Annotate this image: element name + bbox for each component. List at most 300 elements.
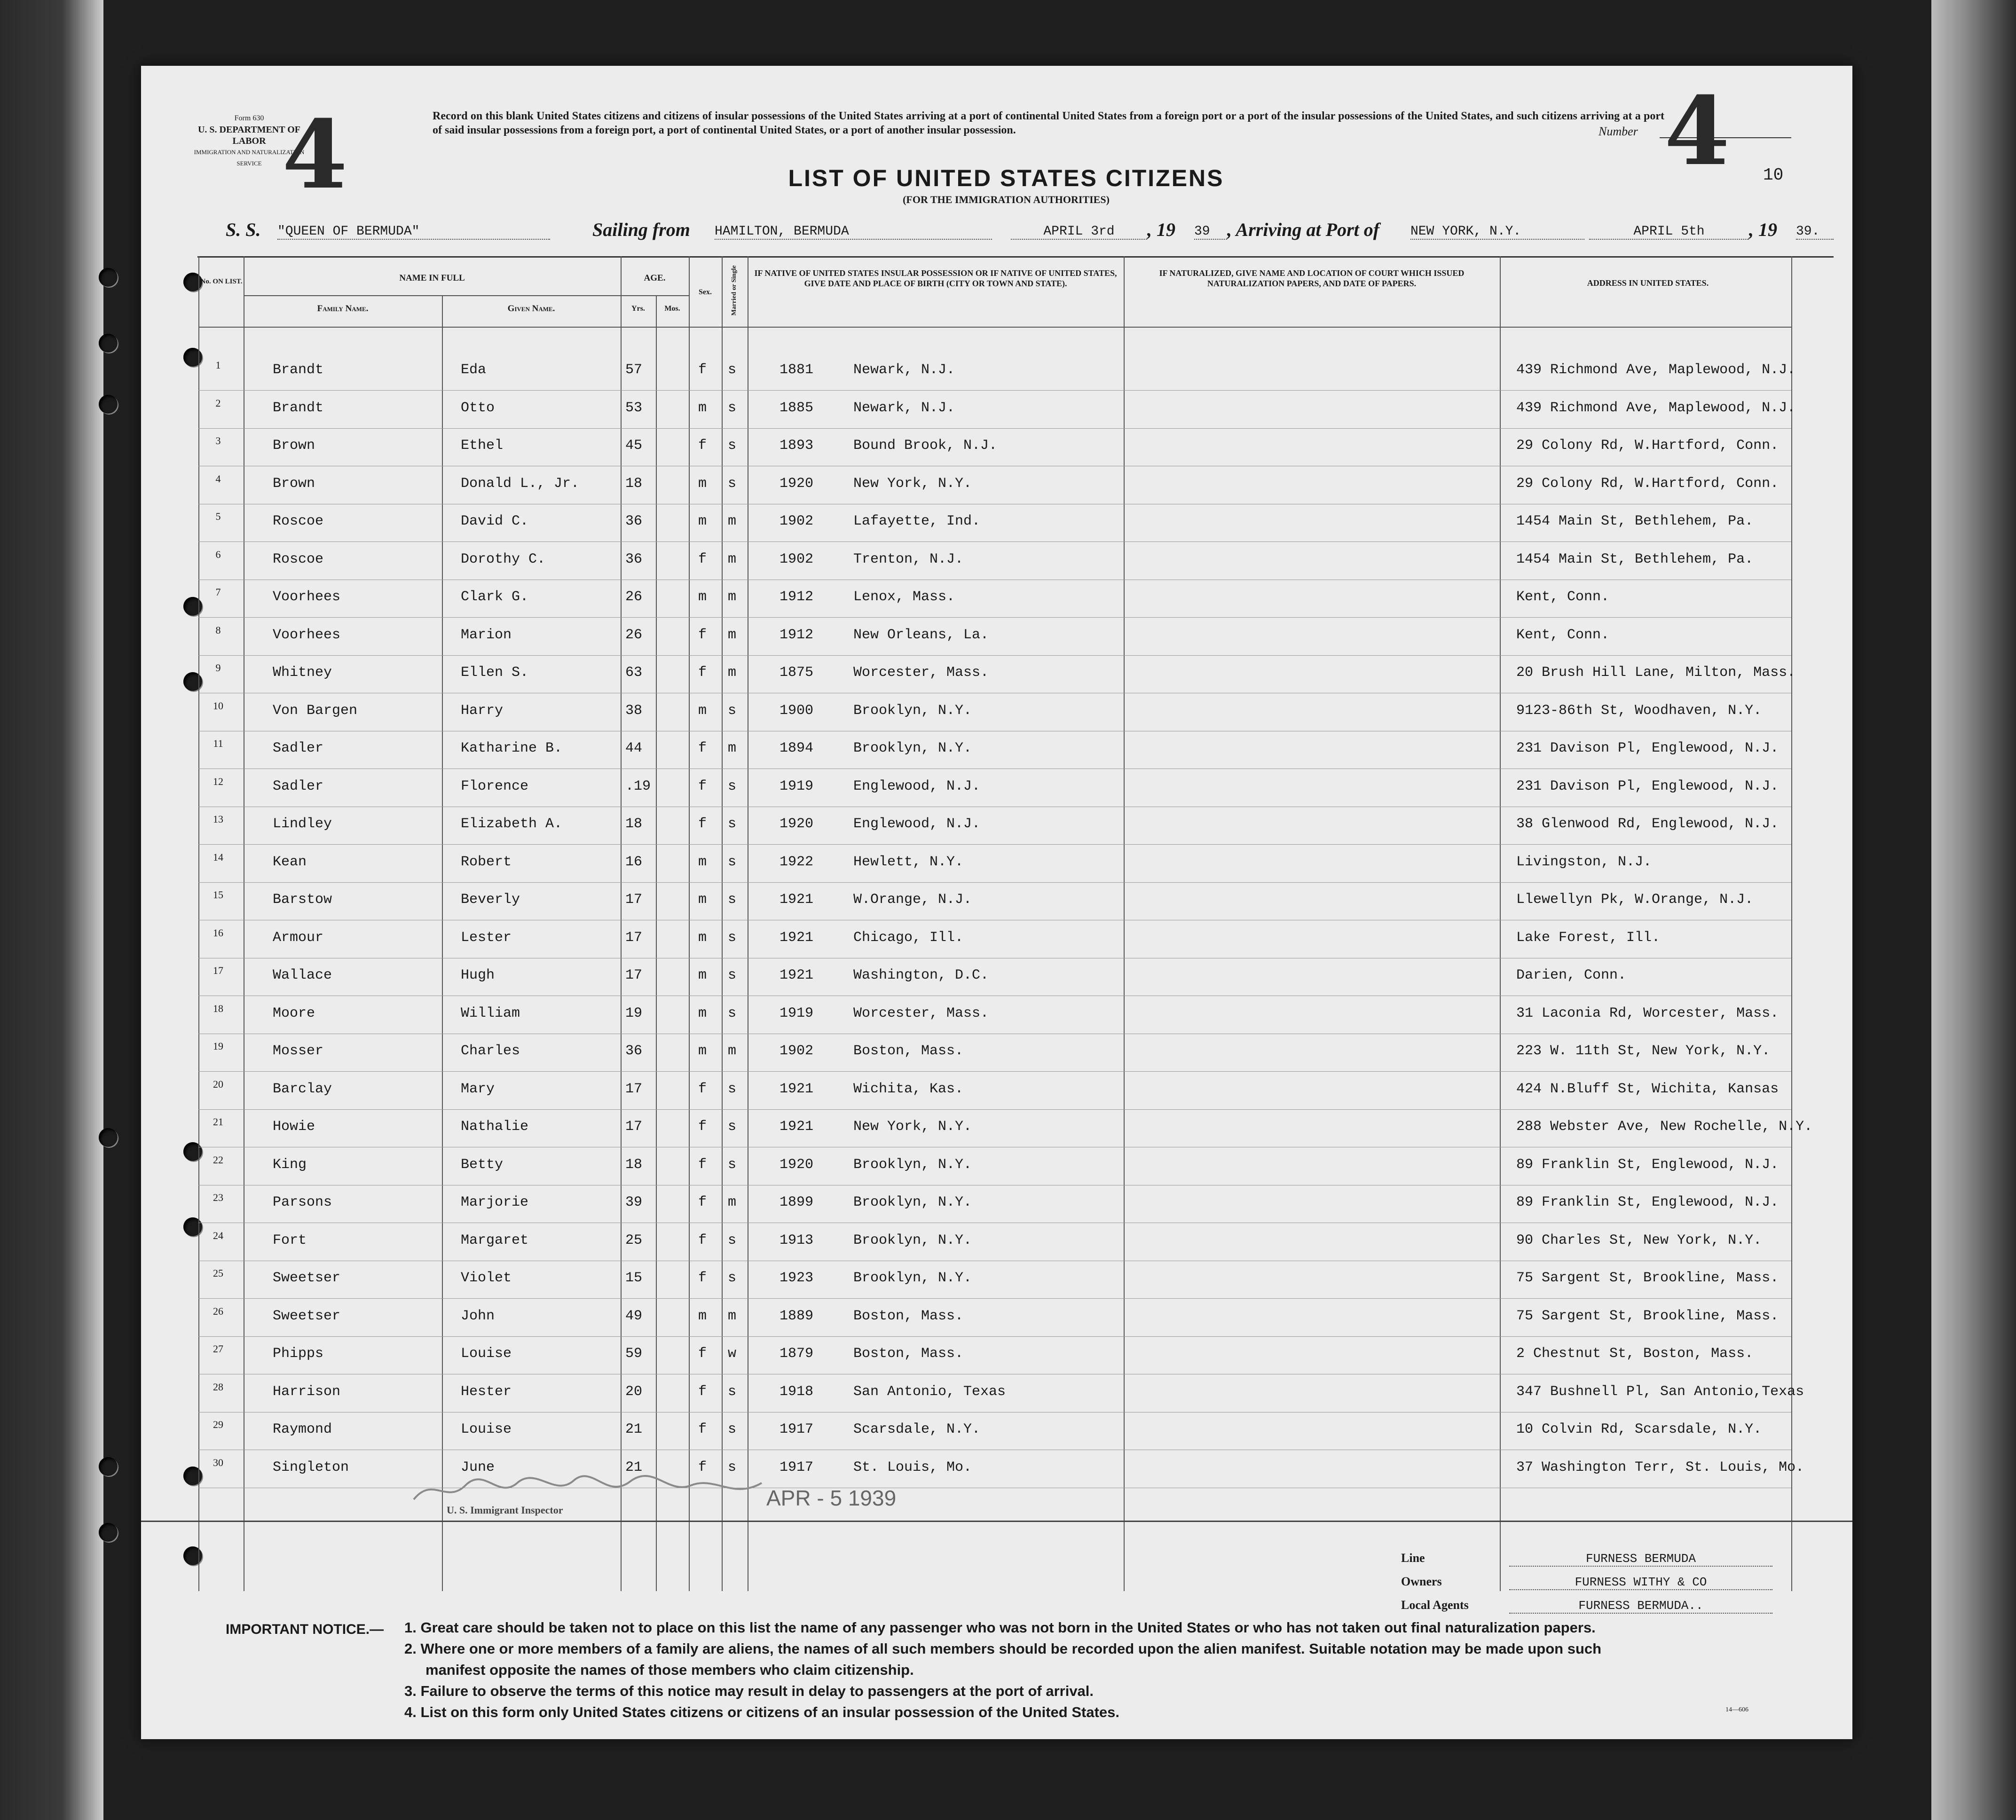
age-years: 20 [625,1383,643,1400]
binder-hole [99,1128,118,1147]
birth-place: New York, N.Y. [853,475,972,492]
age-years: 36 [625,513,643,529]
birth-year: 1921 [780,1081,814,1097]
birth-year: 1894 [780,740,814,756]
address: 288 Webster Ave, New Rochelle, N.Y. [1516,1119,1813,1135]
table-row [141,737,1852,778]
table-row [141,662,1852,702]
age-years: 26 [625,589,643,605]
birth-place: Brooklyn, N.Y. [853,1270,972,1286]
age-years: 18 [625,1156,643,1173]
sex: f [698,778,707,794]
address: 75 Sargent St, Brookline, Mass. [1516,1270,1779,1286]
birth-year: 1919 [780,778,814,794]
family-name: Raymond [273,1421,332,1437]
given-name: Hester [461,1383,512,1400]
birth-year: 1922 [780,854,814,870]
department-name: U. S. DEPARTMENT OF LABOR [197,125,301,146]
given-name: Betty [461,1156,504,1173]
table-row [141,813,1852,854]
header-married-single: Married or Single [731,265,738,316]
line-row [1401,1551,1772,1567]
address: Kent, Conn. [1516,589,1610,605]
family-name: Fort [273,1232,307,1248]
row-number: 13 [213,813,223,825]
marital-status: s [728,362,737,378]
marital-status: s [728,1421,737,1437]
age-years: 25 [625,1232,643,1248]
row-number: 12 [213,775,223,787]
marital-status: s [728,1270,737,1286]
family-name: Moore [273,1005,315,1021]
inspector-label: U. S. Immigrant Inspector [447,1504,563,1516]
given-name: Florence [461,778,529,794]
header-address: ADDRESS IN UNITED STATES. [1587,278,1709,288]
given-name: Charles [461,1043,520,1059]
family-name: Mosser [273,1043,324,1059]
given-name: Lester [461,929,512,946]
given-name: Hugh [461,967,495,983]
sex: m [698,892,707,908]
marital-status: s [728,1081,737,1097]
address: 231 Davison Pl, Englewood, N.J. [1516,740,1779,756]
binder-hole [99,395,118,414]
row-rule [198,655,1791,656]
marital-status: s [728,778,737,794]
birth-place: Brooklyn, N.Y. [853,1232,972,1248]
row-number: 19 [213,1040,223,1052]
address: Llewellyn Pk, W.Orange, N.J. [1516,892,1754,908]
birth-year: 1913 [780,1232,814,1248]
sex: m [698,1005,707,1021]
age-years: 17 [625,892,643,908]
notice-item-1: 1. Great care should be taken not to place on this list the name of any passenger who was not born in the United States or who has not taken out final naturalization papers. [404,1619,1596,1636]
marital-status: m [728,627,737,643]
arriving-label: , Arriving at Port of [1227,219,1380,240]
table-row [141,1116,1852,1156]
row-rule [198,1298,1791,1299]
birth-year: 1920 [780,475,814,492]
row-rule [198,844,1791,845]
sex: f [698,438,707,454]
age-years: 17 [625,929,643,946]
table-row [141,699,1852,740]
table-row [141,926,1852,967]
header-naturalized: IF NATURALIZED, GIVE NAME AND LOCATION OF COURT WHICH ISSUED NATURALIZATION PAPERS, AND DATE OF PAPERS. [1159,268,1465,288]
family-name: Whitney [273,665,332,681]
header-age: AGE. [644,273,666,283]
address: 75 Sargent St, Brookline, Mass. [1516,1308,1779,1324]
birth-year: 1919 [780,1005,814,1021]
table-row [141,397,1852,438]
marital-status: w [728,1346,737,1362]
row-number: 8 [215,624,221,636]
given-name: Elizabeth A. [461,816,563,832]
address: Livingston, N.J. [1516,854,1652,870]
birth-place: Chicago, Ill. [853,929,964,946]
row-rule [198,428,1791,429]
birth-year: 1902 [780,513,814,529]
page-stack-edge [1931,0,2016,1820]
given-name: June [461,1459,495,1475]
birth-year: 1917 [780,1421,814,1437]
header-mos: Mos. [664,305,680,313]
family-name: Parsons [273,1194,332,1210]
birth-year: 1918 [780,1383,814,1400]
print-code: 14—606 [1725,1706,1748,1713]
header-family-name: Family Name. [317,304,369,314]
birth-year: 1893 [780,438,814,454]
age-years: 57 [625,362,643,378]
owners-row [1401,1575,1772,1590]
age-years: 18 [625,475,643,492]
given-name: Harry [461,702,504,719]
birth-place: Boston, Mass. [853,1346,964,1362]
row-number: 9 [215,662,221,674]
given-name: Otto [461,400,495,416]
sex: f [698,1119,707,1135]
notice-item-3: 3. Failure to observe the terms of this notice may result in delay to passengers at the port of arrival. [404,1683,1094,1699]
row-number: 21 [213,1116,223,1128]
row-number: 16 [213,926,223,939]
row-number: 17 [213,965,223,976]
table-row [141,1267,1852,1308]
table-row [141,548,1852,589]
row-number: 6 [215,548,221,560]
table-row [141,472,1852,513]
birth-place: Bound Brook, N.J. [853,438,998,454]
given-name: Katharine B. [461,740,563,756]
given-name: Violet [461,1270,512,1286]
voyage-line [226,219,1824,247]
record-note: Record on this blank United States citizens and citizens of insular possessions of the United States arriving at a port of continental United States from a foreign port or a port of the insular possessions of the United States, and such citizens arriving at a port of said insular possessions from a foreign port, a port of continental United States, or a port of another insular possession. [433,110,1664,136]
row-rule [198,1109,1791,1110]
address: 439 Richmond Ave, Maplewood, N.J. [1516,362,1796,378]
given-name: Dorothy C. [461,551,546,567]
family-name: King [273,1156,307,1173]
address: 38 Glenwood Rd, Englewood, N.J. [1516,816,1779,832]
table-row [141,435,1852,475]
age-years: 17 [625,1081,643,1097]
binder-hole [99,334,118,353]
sex: f [698,1270,707,1286]
birth-place: St. Louis, Mo. [853,1459,972,1475]
address: Kent, Conn. [1516,627,1610,643]
sex: m [698,589,707,605]
birth-place: Boston, Mass. [853,1308,964,1324]
birth-year: 1921 [780,892,814,908]
birth-year: 1921 [780,1119,814,1135]
family-name: Von Bargen [273,702,358,719]
marital-status: s [728,1383,737,1400]
table-row [141,1421,1852,1459]
row-rule [198,541,1791,542]
sailing-year-label: , 19 [1147,219,1175,240]
birth-year: 1912 [780,589,814,605]
birth-place: San Antonio, Texas [853,1383,1006,1400]
row-number: 22 [213,1153,223,1166]
marital-status: s [728,967,737,983]
address: 89 Franklin St, Englewood, N.J. [1516,1194,1779,1210]
marital-status: s [728,1156,737,1173]
age-years: 44 [625,740,643,756]
table-row [141,510,1852,551]
header-no-on-list: No. ON LIST. [200,278,243,285]
table-row [141,775,1852,816]
given-name: Mary [461,1081,495,1097]
marital-status: s [728,1005,737,1021]
birth-place: Lafayette, Ind. [853,513,981,529]
sex: f [698,740,707,756]
marital-status: s [728,892,737,908]
birth-year: 1902 [780,1043,814,1059]
address: Darien, Conn. [1516,967,1627,983]
row-number: 20 [213,1078,223,1090]
birth-place: Worcester, Mass. [853,1005,989,1021]
address: 29 Colony Rd, W.Hartford, Conn. [1516,438,1779,454]
table-row [141,1194,1852,1232]
row-number: 10 [213,699,223,712]
family-name: Armour [273,929,324,946]
row-number: 29 [213,1419,223,1430]
age-years: 45 [625,438,643,454]
family-name: Sweetser [273,1270,341,1286]
ship-name: "QUEEN OF BERMUDA" [277,224,550,240]
row-number: 3 [215,435,221,447]
age-years: 39 [625,1194,643,1210]
birth-year: 1899 [780,1194,814,1210]
birth-place: Newark, N.J. [853,400,955,416]
owners-label: Owners [1401,1575,1442,1588]
birth-place: Brooklyn, N.Y. [853,1194,972,1210]
marital-status: m [728,665,737,681]
row-rule [198,1071,1791,1072]
age-years: 18 [625,816,643,832]
birth-year: 1920 [780,1156,814,1173]
age-years: 16 [625,854,643,870]
family-name: Lindley [273,816,332,832]
address: 90 Charles St, New York, N.Y. [1516,1232,1762,1248]
row-rule [198,390,1791,391]
service-name: IMMIGRATION AND NATURALIZATION SERVICE [194,149,305,167]
address: 2 Chestnut St, Boston, Mass. [1516,1346,1754,1362]
given-name: Marion [461,627,512,643]
sex: m [698,1043,707,1059]
sex: f [698,1421,707,1437]
marital-status: s [728,475,737,492]
given-name: David C. [461,513,529,529]
notice-item-4: 4. List on this form only United States citizens or citizens of an insular possession of the United States. [404,1704,1119,1720]
birth-year: 1881 [780,362,814,378]
marital-status: m [728,513,737,529]
family-name: Phipps [273,1346,324,1362]
marital-status: s [728,1459,737,1475]
sex: m [698,929,707,946]
manifest-page [141,66,1852,1739]
birth-place: New York, N.Y. [853,1119,972,1135]
address: 1454 Main St, Bethlehem, Pa. [1516,551,1754,567]
inspector-signature [404,1471,771,1509]
row-rule [198,1336,1791,1337]
birth-place: Trenton, N.J. [853,551,964,567]
table-row [141,359,1852,400]
age-years: 21 [625,1421,643,1437]
marital-status: s [728,929,737,946]
local-agents-label: Local Agents [1401,1598,1469,1612]
birth-place: Worcester, Mass. [853,665,989,681]
birth-place: Brooklyn, N.Y. [853,740,972,756]
binder-hole [99,268,118,287]
header-name-in-full: NAME IN FULL [399,273,465,283]
table-row [141,851,1852,892]
binder-hole [183,1546,202,1565]
birth-year: 1912 [780,627,814,643]
birth-year: 1875 [780,665,814,681]
row-number: 11 [213,737,223,749]
family-name: Barclay [273,1081,332,1097]
family-name: Roscoe [273,513,324,529]
age-years: .19 [625,778,651,794]
line-label: Line [1401,1551,1425,1565]
given-name: Marjorie [461,1194,529,1210]
marital-status: m [728,589,737,605]
sex: m [698,702,707,719]
age-years: 36 [625,1043,643,1059]
birth-place: Scarsdale, N.Y. [853,1421,981,1437]
date-stamp: APR - 5 1939 [766,1486,897,1510]
line-value: FURNESS BERMUDA [1509,1552,1772,1567]
arrival-port: NEW YORK, N.Y. [1410,224,1584,240]
age-years: 36 [625,551,643,567]
row-number: 1 [215,359,221,371]
birth-place: Englewood, N.J. [853,816,981,832]
given-name: Beverly [461,892,520,908]
age-years: 19 [625,1005,643,1021]
row-number: 28 [213,1381,223,1393]
header-given-name: Given Name. [507,304,555,314]
age-years: 21 [625,1459,643,1475]
family-name: Kean [273,854,307,870]
family-name: Barstow [273,892,332,908]
family-name: Brown [273,475,315,492]
table-row [141,1305,1852,1346]
table-row [141,1381,1852,1421]
marital-status: m [728,1308,737,1324]
table-row [141,1456,1852,1497]
address: 424 N.Bluff St, Wichita, Kansas [1516,1081,1779,1097]
family-name: Sadler [273,740,324,756]
sex: f [698,816,707,832]
given-name: Robert [461,854,512,870]
address: 9123-86th St, Woodhaven, N.Y. [1516,702,1762,719]
binder-hole [99,1523,118,1542]
marital-status: m [728,1043,737,1059]
row-number: 27 [213,1343,223,1355]
row-rule [198,882,1791,883]
header-sub-rule [244,295,689,296]
table-row [141,967,1852,1005]
birth-place: Englewood, N.J. [853,778,981,794]
family-name: Voorhees [273,589,341,605]
given-name: Ellen S. [461,665,529,681]
birth-year: 1923 [780,1270,814,1286]
sailing-label: Sailing from [592,219,690,240]
marital-status: s [728,438,737,454]
marital-status: s [728,1119,737,1135]
marital-status: s [728,854,737,870]
birth-year: 1917 [780,1459,814,1475]
header-yrs: Yrs. [631,305,645,313]
sex: f [698,1383,707,1400]
address: 89 Franklin St, Englewood, N.J. [1516,1156,1779,1173]
address: 10 Colvin Rd, Scarsdale, N.Y. [1516,1421,1762,1437]
row-number: 2 [215,397,221,409]
family-name: Brown [273,438,315,454]
footer-rule [141,1521,1852,1522]
table-top-rule [197,256,1834,258]
sex: f [698,1232,707,1248]
table-row [141,1343,1852,1383]
arrival-date: APRIL 5th [1589,224,1749,240]
birth-place: Newark, N.J. [853,362,955,378]
sex: f [698,1346,707,1362]
given-name: Louise [461,1346,512,1362]
birth-place: W.Orange, N.J. [853,892,972,908]
local-agents-row [1401,1598,1772,1614]
arrival-year: 39. [1796,224,1834,240]
address: 29 Colony Rd, W.Hartford, Conn. [1516,475,1779,492]
page-subtitle: (FOR THE IMMIGRATION AUTHORITIES) [903,194,1110,205]
family-name: Harrison [273,1383,341,1400]
sex: f [698,1081,707,1097]
notice-title: IMPORTANT NOTICE.— [226,1622,384,1637]
sex: m [698,854,707,870]
address: 1454 Main St, Bethlehem, Pa. [1516,513,1754,529]
local-agents-value: FURNESS BERMUDA.. [1509,1599,1772,1614]
sex: m [698,475,707,492]
sex: f [698,665,707,681]
address: 223 W. 11th St, New York, N.Y. [1516,1043,1771,1059]
birth-place: Brooklyn, N.Y. [853,702,972,719]
address: 20 Brush Hill Lane, Milton, Mass. [1516,665,1796,681]
binder-hole [99,1457,118,1476]
sex: f [698,1156,707,1173]
handwritten-number: 4 [1664,76,1730,187]
given-name: Eda [461,362,487,378]
given-name: Ethel [461,438,504,454]
birth-year: 1902 [780,551,814,567]
arrival-year-label: , 19 [1749,219,1777,240]
age-years: 49 [625,1308,643,1324]
address: 37 Washington Terr, St. Louis, Mo. [1516,1459,1804,1475]
family-name: Roscoe [273,551,324,567]
sex: f [698,1194,707,1210]
sex: m [698,967,707,983]
binder-edge [0,0,103,1820]
header-birth: IF NATIVE OF UNITED STATES INSULAR POSSESSION OR IF NATIVE OF UNITED STATES, GIVE DATE AND PLACE OF BIRTH (CITY OR TOWN AND STATE). [754,268,1117,288]
birth-year: 1879 [780,1346,814,1362]
family-name: Sweetser [273,1308,341,1324]
age-years: 38 [625,702,643,719]
table-row [141,1002,1852,1043]
owners-value: FURNESS WITHY & CO [1509,1575,1772,1590]
row-rule [198,617,1791,618]
table-row [141,1229,1852,1270]
sex: f [698,1459,707,1475]
address: Lake Forest, Ill. [1516,929,1661,946]
given-name: Margaret [461,1232,529,1248]
birth-year: 1921 [780,929,814,946]
